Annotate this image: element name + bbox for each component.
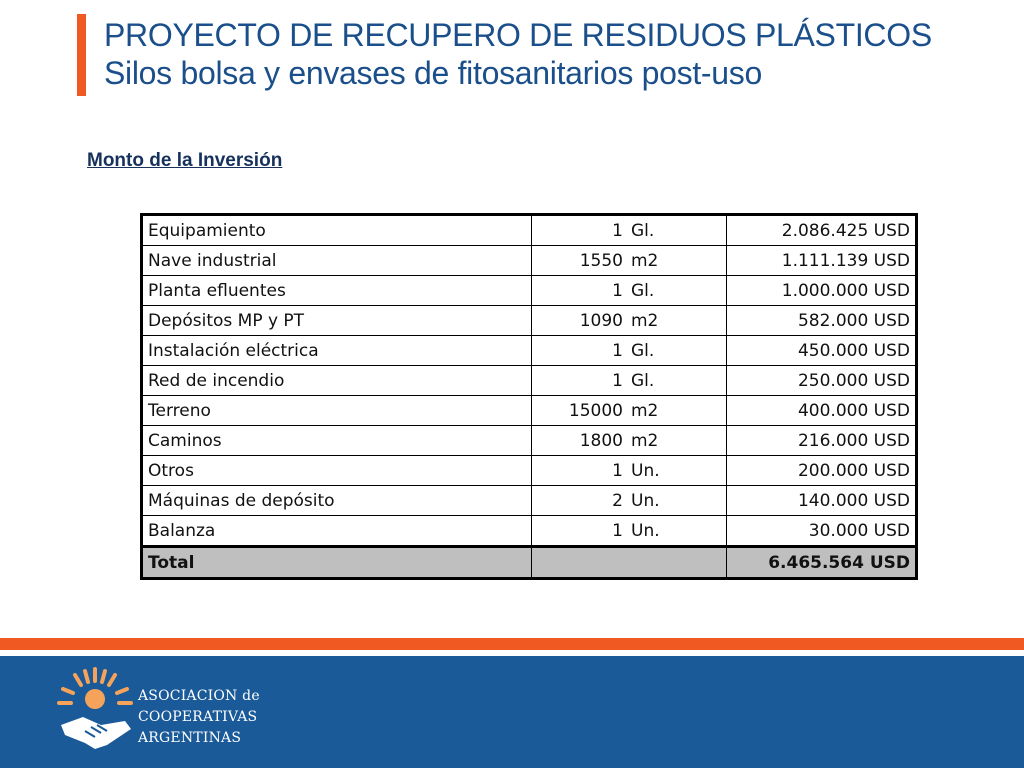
unit-cell: Un. xyxy=(629,516,727,547)
title-accent-bar xyxy=(77,14,86,96)
qty-cell: 1 xyxy=(532,456,630,486)
amount-cell: 582.000 USD xyxy=(727,306,917,336)
amount-cell: 1.000.000 USD xyxy=(727,276,917,306)
table-row xyxy=(142,215,917,246)
amount-cell: 1.111.139 USD xyxy=(727,246,917,276)
org-name-line-2: COOPERATIVAS xyxy=(138,709,258,725)
total-unit xyxy=(629,547,727,579)
table-row xyxy=(142,246,917,276)
unit-cell: Un. xyxy=(629,486,727,516)
item-cell: Máquinas de depósito xyxy=(142,486,532,516)
item-cell: Balanza xyxy=(142,516,532,547)
amount-cell: 140.000 USD xyxy=(727,486,917,516)
amount-cell: 2.086.425 USD xyxy=(727,215,917,246)
item-cell: Caminos xyxy=(142,426,532,456)
qty-cell: 15000 xyxy=(532,396,630,426)
unit-cell: Un. xyxy=(629,456,727,486)
qty-cell: 1 xyxy=(532,336,630,366)
unit-cell: Gl. xyxy=(629,276,727,306)
item-cell: Nave industrial xyxy=(142,246,532,276)
amount-cell: 400.000 USD xyxy=(727,396,917,426)
table-row xyxy=(142,456,917,486)
item-cell: Otros xyxy=(142,456,532,486)
amount-cell: 216.000 USD xyxy=(727,426,917,456)
table-row xyxy=(142,366,917,396)
table-row xyxy=(142,516,917,547)
total-label: Total xyxy=(142,547,532,579)
unit-cell: m2 xyxy=(629,306,727,336)
total-amount: 6.465.564 USD xyxy=(727,547,917,579)
handshake-sun-logo-icon xyxy=(55,665,135,755)
table-row xyxy=(142,276,917,306)
unit-cell: Gl. xyxy=(629,336,727,366)
unit-cell: m2 xyxy=(629,396,727,426)
org-name-line-1: ASOCIACION de xyxy=(138,688,260,704)
table-row xyxy=(142,396,917,426)
table-row xyxy=(142,486,917,516)
unit-cell: m2 xyxy=(629,426,727,456)
qty-cell: 1090 xyxy=(532,306,630,336)
org-name-line-3: ARGENTINAS xyxy=(138,730,242,746)
amount-cell: 250.000 USD xyxy=(727,366,917,396)
item-cell: Depósitos MP y PT xyxy=(142,306,532,336)
unit-cell: Gl. xyxy=(629,215,727,246)
investment-table xyxy=(140,213,918,580)
slide-title xyxy=(104,16,932,92)
qty-cell: 1 xyxy=(532,276,630,306)
qty-cell: 1550 xyxy=(532,246,630,276)
investment-table-body xyxy=(142,215,917,579)
table-row xyxy=(142,336,917,366)
qty-cell: 1 xyxy=(532,366,630,396)
total-qty xyxy=(532,547,630,579)
item-cell: Instalación eléctrica xyxy=(142,336,532,366)
item-cell: Terreno xyxy=(142,396,532,426)
total-row xyxy=(142,547,917,579)
title-line-2: Silos bolsa y envases de fitosanitarios post-uso xyxy=(104,55,762,91)
qty-cell: 1 xyxy=(532,516,630,547)
unit-cell: m2 xyxy=(629,246,727,276)
unit-cell: Gl. xyxy=(629,366,727,396)
section-heading: Monto de la Inversión xyxy=(87,150,283,171)
table-row xyxy=(142,306,917,336)
amount-cell: 30.000 USD xyxy=(727,516,917,547)
amount-cell: 450.000 USD xyxy=(727,336,917,366)
qty-cell: 2 xyxy=(532,486,630,516)
item-cell: Planta efluentes xyxy=(142,276,532,306)
item-cell: Equipamiento xyxy=(142,215,532,246)
amount-cell: 200.000 USD xyxy=(727,456,917,486)
table-row xyxy=(142,426,917,456)
org-name xyxy=(138,686,260,749)
item-cell: Red de incendio xyxy=(142,366,532,396)
title-line-1: PROYECTO DE RECUPERO DE RESIDUOS PLÁSTICOS xyxy=(104,17,932,53)
footer-orange-stripe xyxy=(0,638,1024,650)
qty-cell: 1800 xyxy=(532,426,630,456)
qty-cell: 1 xyxy=(532,215,630,246)
